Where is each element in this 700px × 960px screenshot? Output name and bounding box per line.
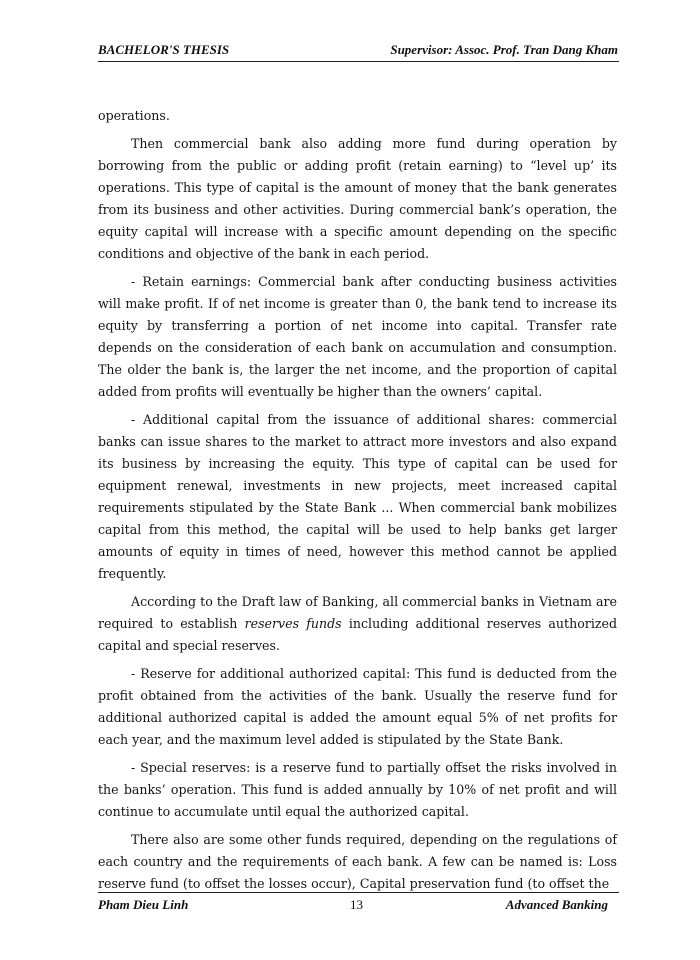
paragraph-retain-earnings: - Retain earnings: Commercial bank after conducting business activities will make profit. If of net income is greater than 0, the bank tend to increase its equity by transferring a portion of net income into capital. Transfer rate depends on the consideration of each bank on accumulation and consumption. The older the bank is, the larger the net income, and the proportion of capital added from profits will eventually be higher than the owners’ capital. <box>98 274 617 399</box>
body-text <box>98 105 617 901</box>
header-rule <box>98 61 619 62</box>
paragraph-special-reserves: - Special reserves: is a reserve fund to partially offset the risks involved in the banks’ operation. This fund is added annually by 10% of net profit and will continue to accumulate until equal the authorized capital. <box>98 760 617 819</box>
page-footer <box>98 897 618 915</box>
header-thesis-title: BACHELOR'S THESIS <box>98 42 230 57</box>
draft-law-text-2: including additional reserves authorized capital and special reserves. <box>98 616 617 653</box>
footer-course: Advanced Banking <box>505 897 608 912</box>
reserves-funds-term: reserves funds <box>244 616 342 631</box>
paragraph-continuation: operations. <box>98 108 170 123</box>
page-number: 13 <box>350 897 363 912</box>
paragraph-borrowing: Then commercial bank also adding more fund during operation by borrowing from the public or adding profit (retain earning) to “level up’ its operations. This type of capital is the amount of money that the bank generates from its business and other activities. During commercial bank’s operation, the equity capital will increase with a specific amount depending on the specific conditions and objective of the bank in each period. <box>98 136 617 261</box>
header-supervisor: Supervisor: Assoc. Prof. Tran Dang Kham <box>390 42 618 57</box>
paragraph-additional-shares: - Additional capital from the issuance of additional shares: commercial banks can issue shares to the market to attract more investors and also expand its business by increasing the equity. This type of capital can be used for equipment renewal, investments in new projects, meet increased capital requirements stipulated by the State Bank ... When commercial bank mobilizes capital from this method, the capital will be used to help banks get larger amounts of equity in times of need, however this method cannot be applied frequently. <box>98 412 617 581</box>
footer-author: Pham Dieu Linh <box>98 897 189 912</box>
draft-law-text-1: According to the Draft law of Banking, all commercial banks in Vietnam are required to establish <box>98 594 617 631</box>
paragraph-draft-law <box>98 591 617 657</box>
page-header <box>98 42 618 60</box>
paragraph-other-funds: There also are some other funds required, depending on the regulations of each country and the requirements of each bank. A few can be named is: Loss reserve fund (to offset the losses occur), Capital preservation fund (to offset the <box>98 832 617 891</box>
paragraph-reserve-authorized-capital: - Reserve for additional authorized capital: This fund is deducted from the profit obtained from the activities of the bank. Usually the reserve fund for additional authorized capital is added the amount equal 5% of net profits for each year, and the maximum level added is stipulated by the State Bank. <box>98 666 617 747</box>
footer-rule <box>98 892 619 893</box>
